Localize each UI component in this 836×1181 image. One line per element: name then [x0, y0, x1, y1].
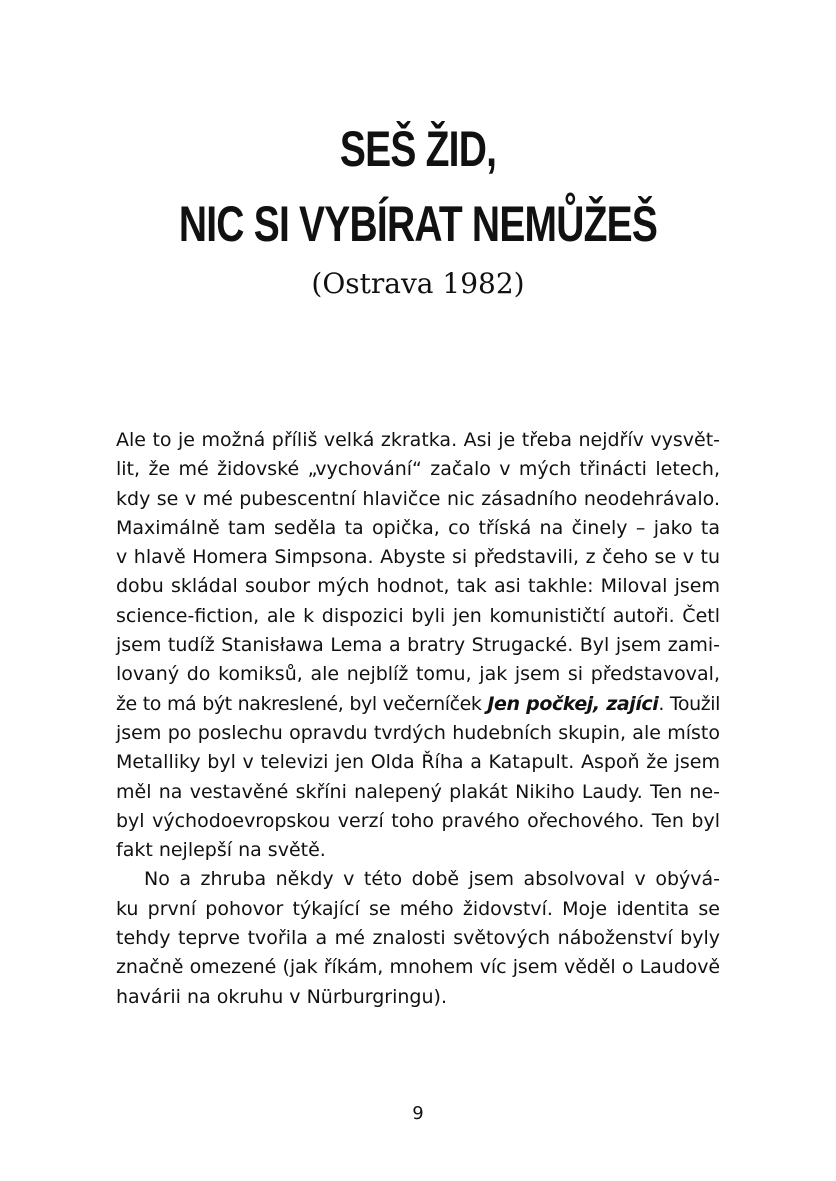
text-fragment: . Toužil	[658, 692, 720, 715]
text-line: v hlavě Homera Simpsona. Abyste si představili, z čeho se v tu	[116, 546, 720, 569]
text-line	[116, 690, 720, 719]
text-line: No a zhruba někdy v této době jsem absolvoval v obývá-	[144, 868, 720, 891]
chapter-body	[116, 426, 720, 1012]
text-line: jsem tudíž Stanisława Lema a bratry Strugacké. Byl jsem zami-	[116, 634, 720, 657]
text-line: lit, že mé židovské „vychování“ začalo v mých třinácti letech,	[116, 458, 720, 481]
text-line: ku první pohovor týkající se mého židovství. Moje identita se	[116, 897, 720, 920]
paragraph-2	[116, 865, 720, 1011]
page-number: 9	[412, 1103, 424, 1124]
text-line: Ale to je možná příliš velká zkratka. Asi je třeba nejdřív vysvět-	[116, 429, 720, 451]
text-line: byl východoevropskou verzí toho pravého ořechového. Ten byl	[116, 809, 720, 832]
text-line: Maximálně tam seděla ta opička, co tříská na činely – jako ta	[116, 516, 720, 539]
text-line: havárii na okruhu v Nürburgringu).	[116, 985, 447, 1008]
book-title-emphasis: Jen počkej, zajíci	[487, 692, 659, 715]
text-line: značně omezené (jak říkám, mnohem víc jsem věděl o Laudově	[116, 956, 720, 979]
text-line: dobu skládal soubor mých hodnot, tak asi takhle: Miloval jsem	[116, 575, 720, 598]
text-line: jsem po poslechu opravdu tvrdých hudebních skupin, ale místo	[116, 721, 720, 744]
text-line: měl na vestavěné skříni nalepený plakát Nikiho Laudy. Ten ne-	[116, 780, 720, 803]
text-line: fakt nejlepší na světě.	[116, 839, 326, 862]
paragraph-1	[116, 426, 720, 865]
text-line: Metalliky byl v televizi jen Olda Říha a Katapult. Aspoň že jsem	[116, 751, 720, 774]
text-line: kdy se v mé pubescentní hlavičce nic zásadního neodehrávalo.	[116, 487, 720, 510]
text-line: tehdy teprve tvořila a mé znalosti světových náboženství byly	[116, 927, 720, 950]
text-fragment: že to má být nakreslené, byl večerníček	[116, 692, 488, 715]
chapter-title-line-1: SEŠ ŽID,	[339, 121, 497, 177]
chapter-title-line-2: NIC SI VYBÍRAT NEMŮŽEŠ	[178, 196, 658, 252]
chapter-subtitle: (Ostrava 1982)	[311, 267, 525, 300]
text-line: science-fiction, ale k dispozici byli jen komunističtí autoři. Četl	[116, 604, 720, 627]
text-line: lovaný do komiksů, ale nejblíž tomu, jak jsem si představoval,	[116, 663, 720, 686]
